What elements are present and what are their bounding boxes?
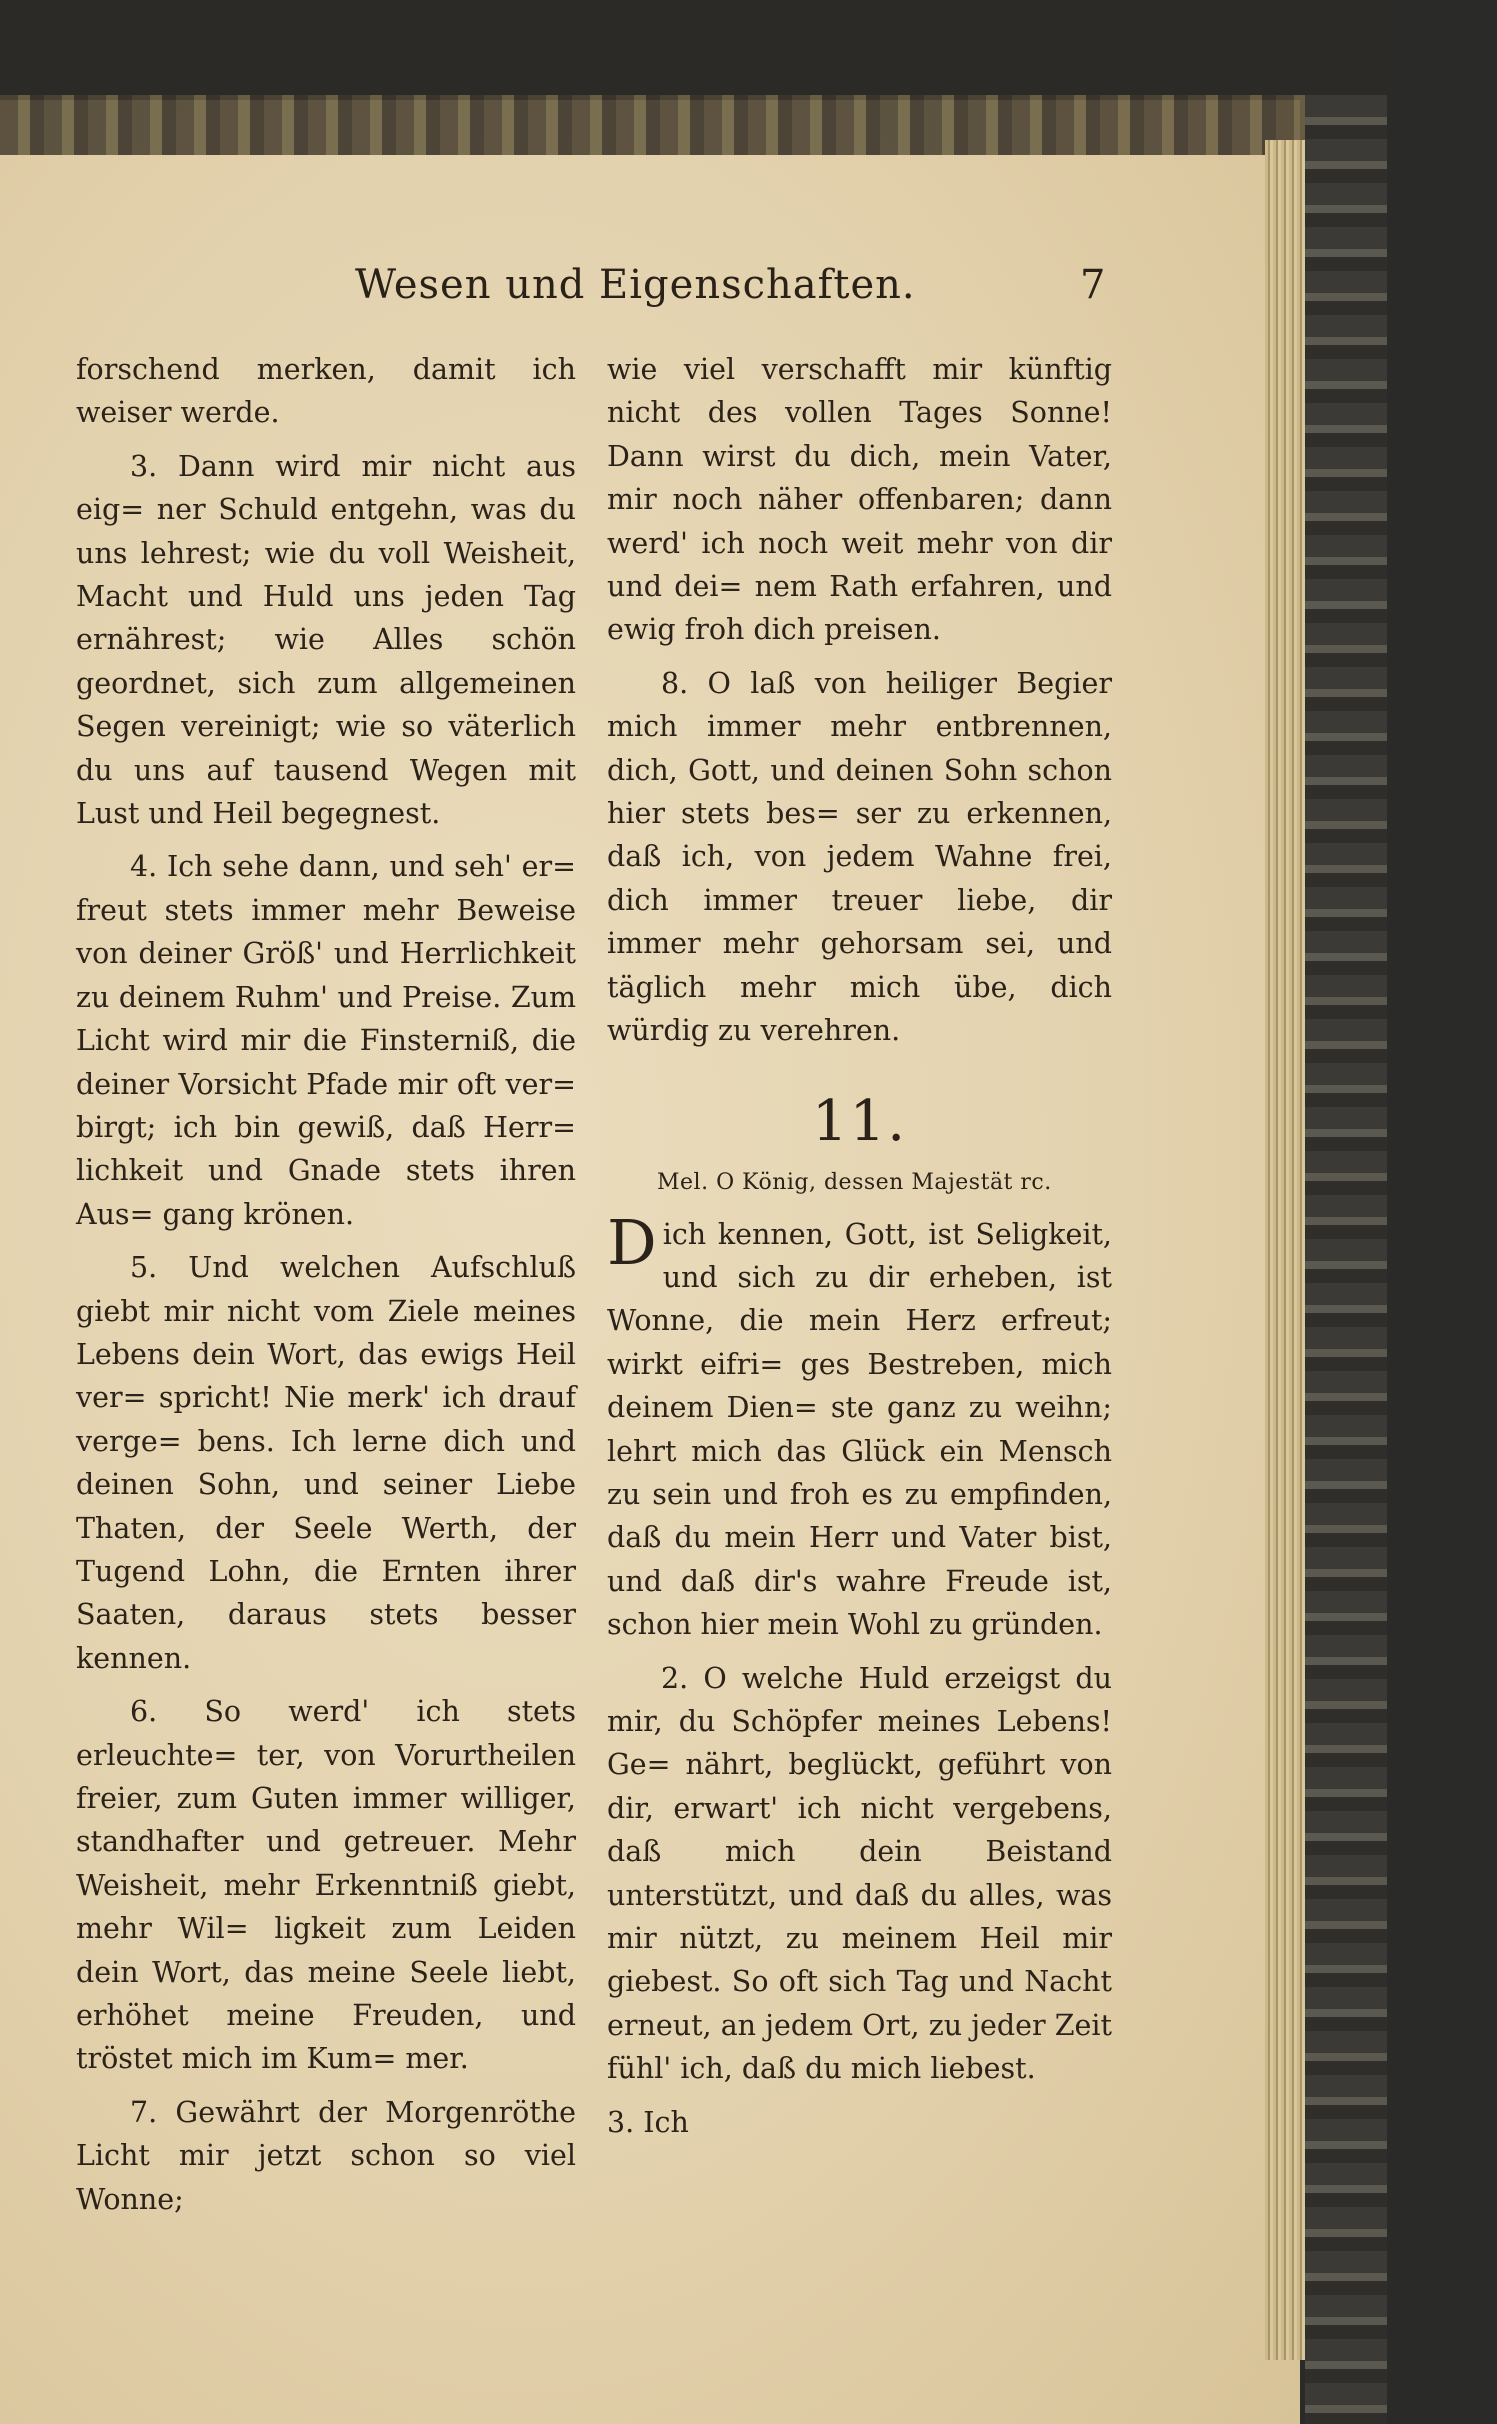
left-column — [76, 348, 576, 2221]
verse: 7. Gewährt der Morgenröthe Licht mir jetzt schon so viel Wonne; — [76, 2095, 576, 2216]
melody-line: Mel. O König, dessen Majestät rc. — [657, 1169, 1052, 1195]
verse: 2. O welche Huld erzeigst du mir, du Schöpfer meines Lebens! Ge= nährt, beglückt, geführt von dir, erwart' ich nicht vergebens, daß mich dein Beistand unterstützt, und daß du alles, was mir nützt, zu meinem Heil mir giebest. So oft sich Tag und Nacht erneut, an jedem Ort, zu jeder Zeit fühl' ich, daß du mich liebest. — [607, 1661, 1112, 2086]
page-edges — [1265, 140, 1305, 2360]
scan-background-right — [1387, 0, 1497, 2424]
paragraph: forschend merken, damit ich weiser werde. — [76, 353, 576, 430]
right-column — [607, 348, 1112, 2144]
page-number: 7 — [1080, 262, 1106, 308]
verse: 8. O laß von heiliger Begier mich immer mehr entbrennen, dich, Gott, und deinen Sohn schon hier stets bes= ser zu erkennen, daß ich, von jedem Wahne frei, dich immer treuer liebe, dir immer mehr gehorsam sei, und täglich mehr mich übe, dich würdig zu verehren. — [607, 666, 1112, 1048]
page-header — [0, 262, 1230, 322]
paragraph: wie viel verschafft mir künftig nicht des vollen Tages Sonne! Dann wirst du dich, mein Vater, mir noch näher offenbaren; dann werd' ich noch weit mehr von dir und dei= nem Rath erfahren, und ewig froh dich preisen. — [607, 353, 1112, 647]
verse: 5. Und welchen Aufschluß giebt mir nicht vom Ziele meines Lebens dein Wort, das ewigs Heil ver= spricht! Nie merk' ich drauf verge= bens. Ich lerne dich und deinen Sohn, und seiner Liebe Thaten, der Seele Werth, der Tugend Lohn, die Ernten ihrer Saaten, daraus stets besser kennen. — [76, 1251, 576, 1675]
catchword: 3. Ich — [607, 2105, 689, 2139]
drop-cap: D — [607, 1205, 657, 1279]
page-top-edge — [0, 95, 1330, 155]
verse-text: ich kennen, Gott, ist Seligkeit, und sich zu dir erheben, ist Wonne, die mein Herz erfreut; wirkt eifri= ges Bestreben, mich deinem Dien= ste ganz zu weihn; lehrt mich das Glück ein Mensch zu sein und froh es zu empfinden, daß du mein Herr und Vater bist, und daß dir's wahre Freude ist, schon hier mein Wohl zu gründen. — [607, 1217, 1112, 1642]
verse — [607, 1205, 1112, 1647]
verse: 4. Ich sehe dann, und seh' er= freut stets immer mehr Beweise von deiner Größ' und Herrlichkeit zu deinem Ruhm' und Preise. Zum Licht wird mir die Finsterniß, die deiner Vorsicht Pfade mir oft ver= birgt; ich bin gewiß, daß Herr= lichkeit und Gnade stets ihren Aus= gang krönen. — [76, 850, 576, 1231]
scan-background — [0, 0, 1497, 100]
verse: 6. So werd' ich stets erleuchte= ter, von Vorurtheilen freier, zum Guten immer williger, standhafter und getreuer. Mehr Weisheit, mehr Erkenntniß giebt, mehr Wil= ligkeit zum Leiden dein Wort, das meine Seele liebt, erhöhet meine Freuden, und tröstet mich im Kum= mer. — [76, 1695, 576, 2076]
hymn-number: 11. — [811, 1088, 908, 1154]
running-title: Wesen und Eigenschaften. — [355, 262, 916, 308]
book-cover-edge — [1305, 95, 1387, 2424]
verse: 3. Dann wird mir nicht aus eig= ner Schuld entgehn, was du uns lehrest; wie du voll Weisheit, Macht und Huld uns jeden Tag ernährest; wie Alles schön geordnet, sich zum allgemeinen Segen vereinigt; wie so väterlich du uns auf tausend Wegen mit Lust und Heil begegnest. — [76, 449, 576, 831]
